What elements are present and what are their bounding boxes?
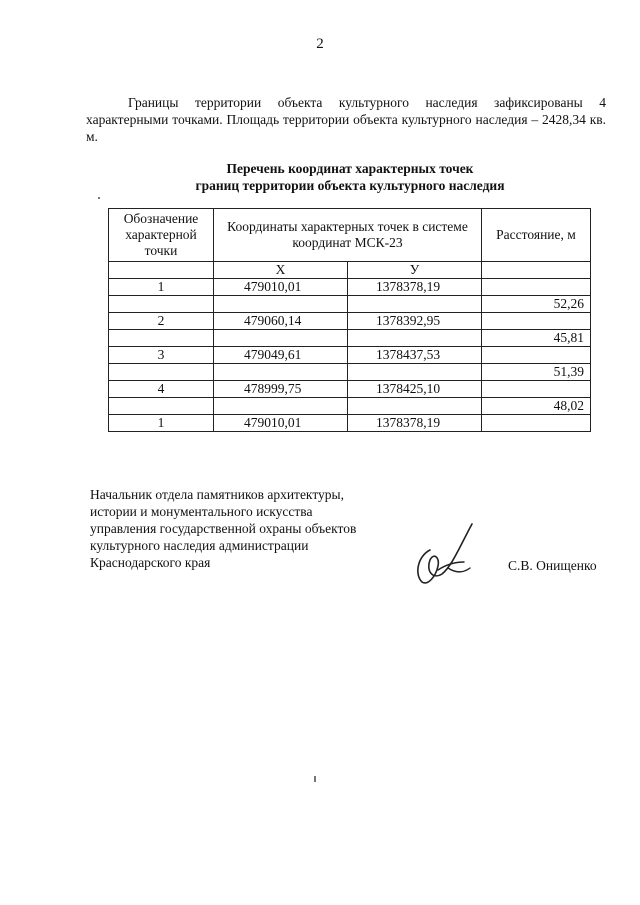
coordinates-table	[108, 208, 591, 432]
scan-mark	[98, 197, 100, 199]
point-id: 1	[109, 279, 214, 296]
table-title-line1: Перечень координат характерных точек	[226, 161, 474, 176]
point-id: 3	[109, 347, 214, 364]
distance-row	[109, 398, 591, 415]
point-y: 1378378,19	[348, 279, 482, 296]
point-x: 479010,01	[214, 279, 348, 296]
point-x: 479049,61	[214, 347, 348, 364]
distance-value: 51,39	[482, 364, 591, 381]
distance-value: 45,81	[482, 330, 591, 347]
header-y: У	[348, 262, 482, 279]
point-y: 1378392,95	[348, 313, 482, 330]
point-row	[109, 347, 591, 364]
point-x: 478999,75	[214, 381, 348, 398]
signatory-position	[90, 486, 410, 571]
table-title-line2: границ территории объекта культурного наследия	[195, 178, 505, 193]
header-empty	[109, 262, 214, 279]
intro-text: Границы территории объекта культурного наследия зафиксированы 4 характерными точками. Площадь территории объекта культурного наследия – 2428,34 кв. м.	[86, 95, 606, 144]
table-title	[0, 160, 640, 194]
distance-row	[109, 330, 591, 347]
point-row	[109, 381, 591, 398]
header-empty	[482, 262, 591, 279]
point-y: 1378425,10	[348, 381, 482, 398]
handwritten-signature	[408, 516, 484, 590]
position-line: управления государственной охраны объектов	[90, 521, 357, 536]
intro-paragraph	[86, 94, 606, 145]
point-x: 479010,01	[214, 415, 348, 432]
point-row	[109, 415, 591, 432]
point-y: 1378378,19	[348, 415, 482, 432]
distance-value: 48,02	[482, 398, 591, 415]
header-point: Обозначение характерной точки	[109, 209, 214, 262]
distance-row	[109, 296, 591, 313]
header-distance: Расстояние, м	[482, 209, 591, 262]
point-row	[109, 279, 591, 296]
header-coords: Координаты характерных точек в системе координат МСК-23	[214, 209, 482, 262]
position-line: Краснодарского края	[90, 555, 211, 570]
point-y: 1378437,53	[348, 347, 482, 364]
page-number: 2	[316, 36, 324, 52]
scan-mark	[314, 776, 316, 782]
position-line: культурного наследия администрации	[90, 538, 309, 553]
position-line: Начальник отдела памятников архитектуры,	[90, 487, 344, 502]
point-id: 1	[109, 415, 214, 432]
signatory-name: С.В. Онищенко	[508, 558, 597, 573]
position-line: истории и монументального искусства	[90, 504, 313, 519]
header-x: Х	[214, 262, 348, 279]
point-x: 479060,14	[214, 313, 348, 330]
point-id: 4	[109, 381, 214, 398]
distance-value: 52,26	[482, 296, 591, 313]
point-row	[109, 313, 591, 330]
distance-row	[109, 364, 591, 381]
point-id: 2	[109, 313, 214, 330]
